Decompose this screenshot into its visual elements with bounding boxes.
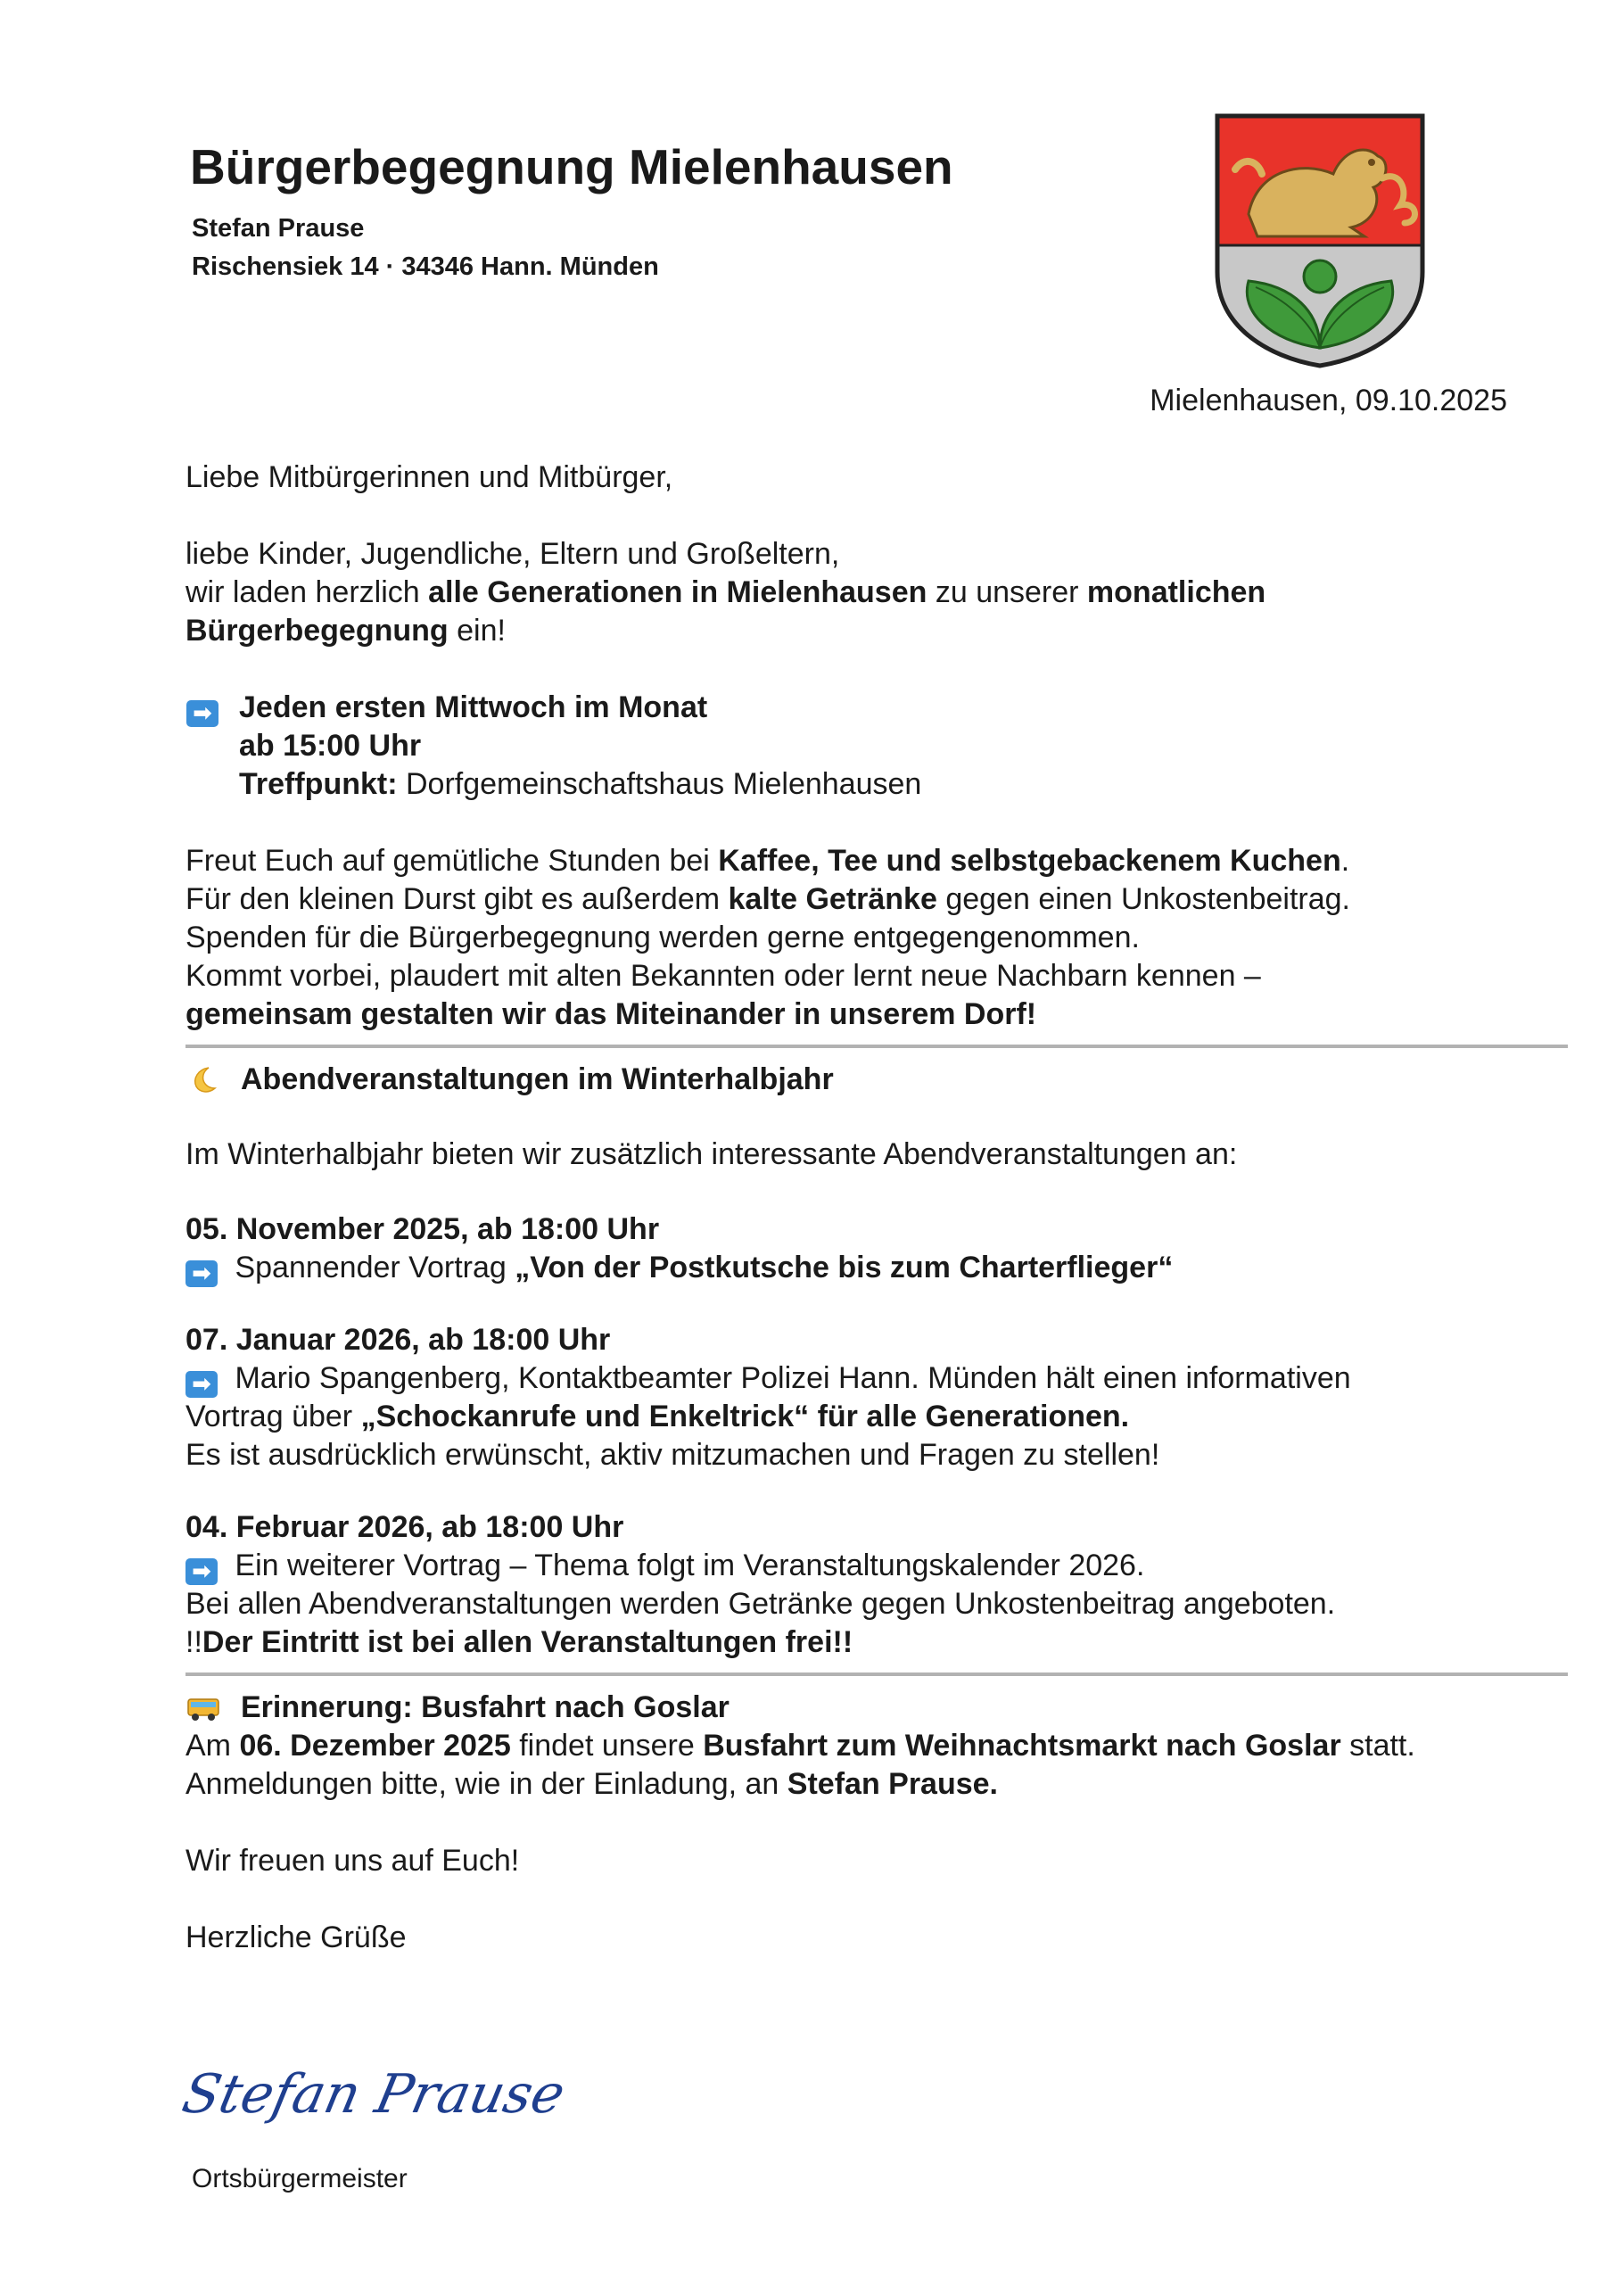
details-line: Kommt vorbei, plaudert mit alten Bekannten oder lernt neue Nachbarn kennen – — [185, 959, 1261, 993]
closing-line: Wir freuen uns auf Euch! — [185, 1844, 520, 1878]
coat-of-arms-icon — [1186, 107, 1454, 375]
event-date: 05. November 2025, ab 18:00 Uhr — [185, 1212, 660, 1246]
sender-name: Stefan Prause — [192, 214, 365, 243]
intro — [185, 535, 1568, 650]
bus-heading: Erinnerung: Busfahrt nach Goslar — [185, 1689, 1568, 1727]
evening-intro: Im Winterhalbjahr bieten wir zusätzlich interessante Abendveranstaltungen an: — [185, 1137, 1238, 1171]
event-text: Vortrag über „Schockanrufe und Enkeltrick“ für alle Generationen. — [185, 1400, 1130, 1433]
details-line: Freut Euch auf gemütliche Stunden bei Kaffee, Tee und selbstgebackenem Kuchen. — [185, 844, 1350, 878]
svg-text:Stefan Prause: Stefan Prause — [177, 2063, 571, 2126]
details — [185, 842, 1568, 1034]
greeting: Liebe Mitbürgerinnen und Mitbürger, — [185, 460, 673, 494]
arrow-right-icon: ➡ — [185, 1260, 218, 1287]
event-text: !!Der Eintritt ist bei allen Veranstaltungen frei!! — [185, 1625, 853, 1659]
bus-text: Am 06. Dezember 2025 findet unsere Busfahrt zum Weihnachtsmarkt nach Goslar statt. — [185, 1729, 1415, 1763]
crescent-moon-icon — [185, 1064, 221, 1094]
event-text: Es ist ausdrücklich erwünscht, aktiv mitzumachen und Fragen zu stellen! — [185, 1438, 1160, 1472]
event-item — [185, 1508, 1568, 1662]
meeting-when: ➡ Jeden ersten Mittwoch im Monat — [239, 689, 1568, 727]
regards: Herzliche Grüße — [185, 1920, 407, 1954]
intro-line: Bürgerbegegnung ein! — [185, 614, 506, 648]
event-date: 04. Februar 2026, ab 18:00 Uhr — [185, 1510, 624, 1544]
section-divider — [185, 1672, 1568, 1676]
bus-text: Anmeldungen bitte, wie in der Einladung, an Stefan Prause. — [185, 1767, 999, 1801]
event-date: 07. Januar 2026, ab 18:00 Uhr — [185, 1323, 611, 1357]
bus-reminder — [185, 1689, 1568, 1804]
letter-title: Bürgerbegegnung Mielenhausen — [190, 139, 953, 194]
arrow-right-icon: ➡ — [185, 1371, 218, 1398]
event-text: Bei allen Abendveranstaltungen werden Getränke gegen Unkostenbeitrag angeboten. — [185, 1587, 1336, 1621]
sender-address: Rischensiek 14 · 34346 Hann. Münden — [192, 252, 659, 281]
arrow-right-icon: ➡ — [186, 700, 218, 727]
meeting-time: ab 15:00 Uhr — [239, 729, 422, 763]
event-text: ➡ Mario Spangenberg, Kontaktbeamter Polizei Hann. Münden hält einen informativen — [185, 1359, 1568, 1398]
event-text: ➡ Ein weiterer Vortrag – Thema folgt im Veranstaltungskalender 2026. — [185, 1547, 1568, 1585]
section-divider — [185, 1045, 1568, 1048]
details-line: Für den kleinen Durst gibt es außerdem kalte Getränke gegen einen Unkostenbeitrag. — [185, 882, 1350, 916]
letter-body — [185, 458, 1568, 1957]
bus-icon — [185, 1692, 221, 1722]
details-line: gemeinsam gestalten wir das Miteinander in unserem Dorf! — [185, 997, 1037, 1031]
signer-role: Ortsbürgermeister — [192, 2164, 408, 2193]
evening-heading: Abendveranstaltungen im Winterhalbjahr — [185, 1061, 1568, 1099]
intro-line: liebe Kinder, Jugendliche, Eltern und Großeltern, — [185, 537, 840, 571]
signature — [177, 2048, 571, 2146]
meeting-info — [185, 689, 1568, 804]
details-line: Spenden für die Bürgerbegegnung werden gerne entgegengenommen. — [185, 921, 1140, 954]
meeting-place: Treffpunkt: Dorfgemeinschaftshaus Mielenhausen — [239, 767, 922, 801]
event-item — [185, 1321, 1568, 1474]
arrow-right-icon: ➡ — [185, 1558, 218, 1585]
event-text: ➡ Spannender Vortrag „Von der Postkutsche bis zum Charterflieger“ — [185, 1249, 1568, 1287]
date-line: Mielenhausen, 09.10.2025 — [1150, 384, 1507, 417]
intro-line: wir laden herzlich alle Generationen in Mielenhausen zu unserer monatlichen — [185, 575, 1266, 609]
event-item — [185, 1210, 1568, 1287]
